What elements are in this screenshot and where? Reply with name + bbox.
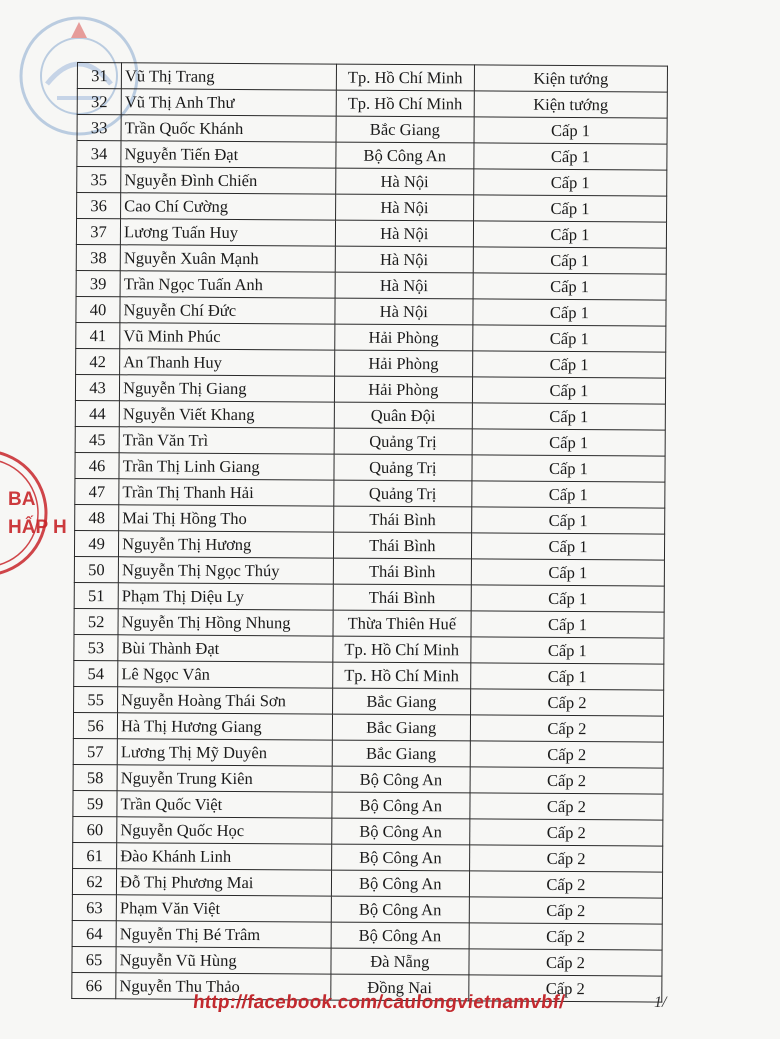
table-row: [77, 193, 667, 223]
athlete-name: Cao Chí Cường: [121, 193, 336, 220]
row-number: 63: [72, 894, 116, 920]
athlete-name: Mai Thị Hồng Tho: [119, 505, 334, 532]
athlete-name: Nguyễn Thị Bé Trâm: [116, 921, 331, 948]
athlete-level: Cấp 1: [472, 403, 665, 430]
row-number: 55: [74, 686, 118, 712]
athlete-name: Trần Thị Linh Giang: [119, 453, 334, 480]
athlete-level: Cấp 1: [474, 143, 667, 170]
table-row: [73, 712, 663, 742]
stamp-text: [8, 486, 67, 542]
row-number: 47: [75, 478, 119, 504]
table-row: [74, 686, 664, 716]
table-row: [74, 582, 664, 612]
row-number: 60: [73, 816, 117, 842]
athlete-level: Cấp 1: [471, 611, 664, 638]
table-row: [75, 452, 665, 482]
athlete-level: Cấp 2: [470, 689, 663, 716]
row-number: 58: [73, 764, 117, 790]
athlete-name: Nguyễn Hoàng Thái Sơn: [118, 687, 333, 714]
athlete-unit: Hải Phòng: [334, 324, 472, 351]
row-number: 40: [76, 296, 120, 322]
row-number: 36: [77, 193, 121, 219]
athlete-level: Cấp 1: [473, 195, 666, 222]
athlete-unit: Bắc Giang: [332, 688, 470, 715]
row-number: 43: [75, 374, 119, 400]
row-number: 48: [75, 504, 119, 530]
athlete-unit: Đồng Nai: [330, 974, 468, 1001]
athlete-level: Cấp 2: [469, 897, 662, 924]
table-row: [76, 219, 666, 249]
row-number: 54: [74, 660, 118, 686]
athlete-unit: Quân Đội: [334, 402, 472, 429]
stamp-line-2: HẤP H: [8, 517, 67, 538]
athlete-unit: Hà Nội: [335, 272, 473, 299]
athlete-level: Cấp 2: [470, 793, 663, 820]
athlete-level: Cấp 2: [469, 923, 662, 950]
row-number: 33: [77, 115, 121, 141]
athlete-unit: Bộ Công An: [331, 818, 469, 845]
athlete-level: Cấp 1: [474, 169, 667, 196]
table-row: [72, 894, 662, 924]
athlete-level: Cấp 1: [472, 377, 665, 404]
table-row: [72, 920, 662, 950]
athlete-name: Hà Thị Hương Giang: [117, 713, 332, 740]
athlete-name: Trần Văn Trì: [119, 427, 334, 454]
athlete-unit: Bộ Công An: [331, 870, 469, 897]
row-number: 42: [76, 348, 120, 374]
athlete-unit: Hà Nội: [335, 298, 473, 325]
athlete-name: Nguyễn Vũ Hùng: [116, 947, 331, 974]
athlete-level: Cấp 1: [472, 507, 665, 534]
athlete-level: Cấp 2: [470, 715, 663, 742]
page-mark: 1/: [654, 994, 667, 1011]
athlete-unit: Hải Phòng: [334, 376, 472, 403]
athlete-unit: Bộ Công An: [331, 922, 469, 949]
table-row: [73, 816, 663, 846]
athlete-unit: Bộ Công An: [336, 142, 474, 169]
row-number: 59: [73, 790, 117, 816]
athlete-unit: Quảng Trị: [333, 480, 471, 507]
table-row: [76, 270, 666, 300]
table-row: [77, 63, 667, 93]
athlete-name: Nguyễn Thị Giang: [120, 375, 335, 402]
row-number: 44: [75, 400, 119, 426]
athlete-name: Phạm Văn Việt: [116, 895, 331, 922]
row-number: 64: [72, 920, 116, 946]
athlete-level: Cấp 1: [473, 351, 666, 378]
table-row: [73, 738, 663, 768]
athlete-unit: Tp. Hồ Chí Minh: [333, 636, 471, 663]
athlete-unit: Quảng Trị: [334, 454, 472, 481]
stamp-line-1: BA: [8, 489, 36, 510]
athlete-unit: Bắc Giang: [332, 714, 470, 741]
athlete-unit: Hà Nội: [335, 246, 473, 273]
athlete-unit: Tp. Hồ Chí Minh: [336, 64, 474, 91]
row-number: 62: [72, 868, 116, 894]
athlete-name: Nguyễn Thị Ngọc Thúy: [118, 557, 333, 584]
athlete-name: Vũ Thị Anh Thư: [121, 89, 336, 116]
athlete-unit: Đà Nẵng: [331, 948, 469, 975]
athlete-name: Đỗ Thị Phương Mai: [117, 869, 332, 896]
athlete-level: Cấp 2: [470, 819, 663, 846]
row-number: 50: [74, 556, 118, 582]
table-row: [73, 764, 663, 794]
athlete-unit: Thừa Thiên Huế: [333, 610, 471, 637]
athlete-level: Cấp 1: [471, 663, 664, 690]
athlete-name: Nguyễn Thị Hương: [119, 531, 334, 558]
row-number: 39: [76, 270, 120, 296]
athlete-unit: Bộ Công An: [331, 896, 469, 923]
athlete-name: Nguyễn Trung Kiên: [117, 765, 332, 792]
athlete-name: Trần Ngọc Tuấn Anh: [120, 271, 335, 298]
row-number: 53: [74, 634, 118, 660]
row-number: 46: [75, 452, 119, 478]
athlete-level: Cấp 2: [469, 975, 662, 1002]
roster-body: [72, 63, 668, 1003]
athlete-unit: Tp. Hồ Chí Minh: [336, 90, 474, 117]
athlete-level: Cấp 1: [471, 533, 664, 560]
athlete-name: Nguyễn Tiến Đạt: [121, 141, 336, 168]
athlete-level: Cấp 1: [471, 559, 664, 586]
athlete-unit: Thái Bình: [333, 584, 471, 611]
facebook-url-watermark[interactable]: http://facebook.com/caulongvietnamvbf/: [191, 992, 566, 1013]
athlete-level: Cấp 1: [473, 273, 666, 300]
table-row: [73, 790, 663, 820]
athlete-name: Lương Thị Mỹ Duyên: [117, 739, 332, 766]
row-number: 57: [73, 738, 117, 764]
athlete-name: Nguyễn Đình Chiến: [121, 167, 336, 194]
athlete-level: Cấp 2: [469, 949, 662, 976]
row-number: 49: [74, 530, 118, 556]
athlete-level: Cấp 1: [473, 247, 666, 274]
table-row: [74, 556, 664, 586]
table-row: [75, 504, 665, 534]
table-row: [76, 322, 666, 352]
row-number: 45: [75, 426, 119, 452]
table-row: [77, 141, 667, 171]
table-row: [77, 89, 667, 119]
athlete-level: Cấp 1: [472, 481, 665, 508]
athlete-name: Nguyễn Viết Khang: [119, 401, 334, 428]
athlete-name: Trần Quốc Khánh: [121, 115, 336, 142]
table-row: [75, 374, 665, 404]
athlete-name: Vũ Thị Trang: [121, 63, 336, 90]
row-number: 35: [77, 167, 121, 193]
table-row: [75, 478, 665, 508]
athlete-unit: Quảng Trị: [334, 428, 472, 455]
athlete-level: Kiện tướng: [474, 65, 667, 92]
table-row: [74, 634, 664, 664]
row-number: 31: [77, 63, 121, 89]
row-number: 61: [73, 842, 117, 868]
athlete-unit: Hà Nội: [335, 168, 473, 195]
athlete-name: Nguyễn Thu Thảo: [116, 973, 331, 1000]
table-row: [74, 530, 664, 560]
athlete-name: Bùi Thành Đạt: [118, 635, 333, 662]
table-row: [76, 348, 666, 378]
athlete-roster-table: [71, 62, 668, 1003]
table-row: [77, 167, 667, 197]
athlete-unit: Hà Nội: [335, 194, 473, 221]
row-number: 66: [72, 972, 116, 998]
athlete-level: Cấp 2: [469, 845, 662, 872]
athlete-name: Nguyễn Chí Đức: [120, 297, 335, 324]
athlete-unit: Hà Nội: [335, 220, 473, 247]
athlete-level: Cấp 1: [472, 429, 665, 456]
athlete-name: Trần Thị Thanh Hải: [119, 479, 334, 506]
athlete-name: Lương Tuấn Huy: [120, 219, 335, 246]
athlete-unit: Thái Bình: [333, 506, 471, 533]
row-number: 34: [77, 141, 121, 167]
athlete-level: Cấp 1: [472, 455, 665, 482]
athlete-unit: Bộ Công An: [331, 844, 469, 871]
athlete-level: Cấp 2: [470, 741, 663, 768]
table-row: [75, 426, 665, 456]
row-number: 52: [74, 608, 118, 634]
athlete-name: An Thanh Huy: [120, 349, 335, 376]
athlete-level: Cấp 2: [470, 767, 663, 794]
table-row: [73, 842, 663, 872]
row-number: 38: [76, 244, 120, 270]
athlete-level: Cấp 1: [474, 117, 667, 144]
table-row: [76, 296, 666, 326]
athlete-name: Phạm Thị Diệu Ly: [118, 583, 333, 610]
athlete-unit: Bộ Công An: [332, 766, 470, 793]
table-row: [77, 115, 667, 145]
athlete-name: Đào Khánh Linh: [117, 843, 332, 870]
row-number: 51: [74, 582, 118, 608]
athlete-level: Cấp 1: [473, 325, 666, 352]
athlete-level: Cấp 1: [471, 637, 664, 664]
athlete-unit: Bộ Công An: [332, 792, 470, 819]
table-row: [76, 244, 666, 274]
athlete-name: Vũ Minh Phúc: [120, 323, 335, 350]
athlete-unit: Bắc Giang: [332, 740, 470, 767]
athlete-unit: Hải Phòng: [334, 350, 472, 377]
athlete-level: Cấp 1: [473, 221, 666, 248]
row-number: 56: [73, 712, 117, 738]
athlete-level: Cấp 2: [469, 871, 662, 898]
table-row: [74, 608, 664, 638]
athlete-level: Cấp 1: [473, 299, 666, 326]
table-row: [75, 400, 665, 430]
athlete-unit: Bắc Giang: [336, 116, 474, 143]
table-row: [72, 946, 662, 976]
athlete-name: Nguyễn Quốc Học: [117, 817, 332, 844]
row-number: 32: [77, 89, 121, 115]
athlete-unit: Tp. Hồ Chí Minh: [332, 662, 470, 689]
row-number: 65: [72, 946, 116, 972]
athlete-unit: Thái Bình: [333, 532, 471, 559]
athlete-name: Lê Ngọc Vân: [118, 661, 333, 688]
row-number: 41: [76, 322, 120, 348]
athlete-level: Kiện tướng: [474, 91, 667, 118]
athlete-name: Nguyễn Xuân Mạnh: [120, 245, 335, 272]
athlete-level: Cấp 1: [471, 585, 664, 612]
table-row: [74, 660, 664, 690]
athlete-name: Nguyễn Thị Hồng Nhung: [118, 609, 333, 636]
table-row: [72, 868, 662, 898]
row-number: 37: [76, 219, 120, 245]
athlete-unit: Thái Bình: [333, 558, 471, 585]
athlete-name: Trần Quốc Việt: [117, 791, 332, 818]
